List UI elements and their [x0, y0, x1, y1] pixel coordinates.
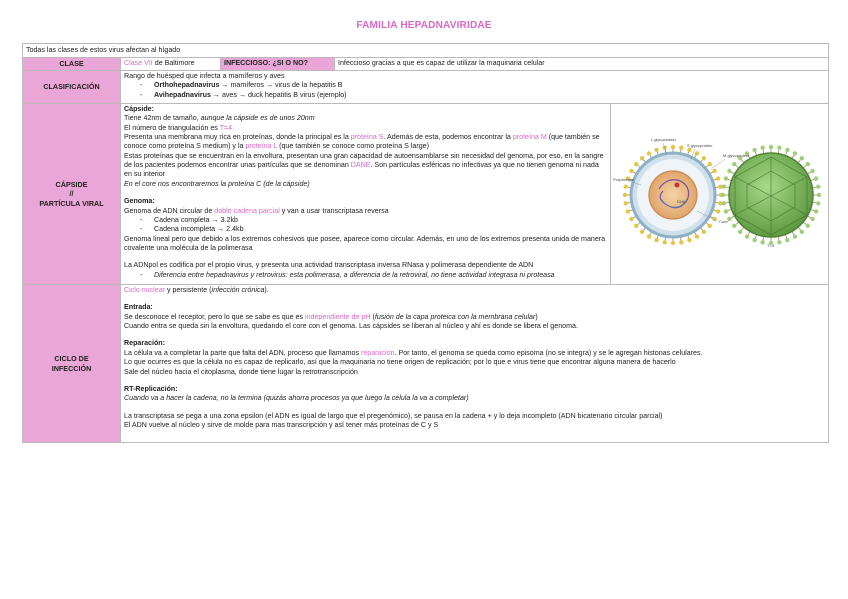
genus-name: Avihepadnavirus — [154, 90, 211, 99]
intro-text: Todas las clases de estos virus afectan al hígado — [23, 44, 829, 58]
glycoprotein-head — [695, 234, 699, 238]
glycoprotein-head — [724, 209, 728, 213]
glycoprotein-head — [687, 148, 691, 152]
capside-label-line: PARTÍCULA VIRAL — [39, 198, 104, 208]
entrada-heading: Entrada: — [124, 303, 153, 312]
glycoprotein-head — [702, 230, 706, 234]
glycoprotein-head — [695, 151, 699, 155]
diagram-label: DNA — [677, 198, 686, 204]
glycoprotein-head — [722, 201, 726, 205]
glycoprotein-head — [814, 176, 818, 180]
ciclo-line: La célula va a completar la parte que falta del ADN, proceso que llamamos reparación. Por tanto, el genoma se queda como episoma (no se integra) y se le agregan histonas celulares. — [124, 348, 703, 357]
glycoprotein-head — [647, 151, 651, 155]
glycoprotein-head — [732, 224, 736, 228]
glycoprotein-head — [634, 162, 638, 166]
glycoprotein-head — [793, 151, 797, 155]
genoma-heading: Genoma: — [124, 197, 155, 206]
virion-diagram-cell — [611, 103, 829, 284]
clase-label: CLASE — [23, 58, 121, 71]
clasificacion-row — [23, 70, 829, 103]
ciclo-line: Cuando va a hacer la cadena, no la termina (quizás ahorra procesos ya que luego la célula la va a completar) — [124, 394, 469, 403]
hepadnaviridae-table — [22, 43, 829, 443]
capside-row — [23, 103, 829, 284]
page-title: FAMILIA HEPADNAVIRIDAE — [356, 20, 492, 31]
intro-row — [23, 44, 829, 58]
virion-diagram — [611, 119, 827, 269]
glycoprotein-head — [806, 162, 810, 166]
glycoprotein-head — [745, 234, 749, 238]
virion-surface — [721, 145, 821, 245]
glycoprotein-head — [647, 234, 651, 238]
glycoprotein-head — [800, 230, 804, 234]
infeccioso-label: INFECCIOSO: ¿SI O NO? — [221, 58, 335, 71]
glycoprotein-head — [800, 156, 804, 160]
clase-row — [23, 58, 829, 71]
glycoprotein-head — [623, 193, 627, 197]
glycoprotein-head — [626, 209, 630, 213]
capside-heading: Cápside: — [124, 104, 154, 113]
ciclo-line: La transcriptasa se pega a una zona epsilon (el ADN es igual de largo que el pregenómico), se pausa en la cadena + y lo deja incompleto (ADN bicatenario circular parcial) — [124, 411, 663, 420]
capside-label-line: // — [69, 189, 74, 199]
glycoprotein-head — [634, 224, 638, 228]
glycoprotein-head — [712, 169, 716, 173]
capside-line: Presenta una membrana muy rica en proteínas, donde la principal es la proteína S. Además de esta, podemos encontrar la proteína M (que también se conoce como proteína S medium) y la proteína L (que también se conoce como proteína S large) — [124, 133, 600, 151]
glycoprotein-head — [785, 148, 789, 152]
clasificacion-list — [124, 81, 825, 100]
clasificacion-intro: Rango de huésped que infecta a mamíferos y aves — [124, 71, 285, 80]
ciclo-line: Sale del núcleo hacia el citoplasma, donde tiene lugar la retrotranscripción — [124, 367, 358, 376]
glycoprotein-head — [752, 238, 756, 242]
glycoprotein-head — [624, 184, 628, 188]
capside-line: En el core nos encontraremos la proteína C (de la cápside) — [124, 179, 310, 188]
glycoprotein-head — [777, 240, 781, 244]
glycoprotein-head — [640, 230, 644, 234]
glycoprotein-head — [752, 148, 756, 152]
glycoprotein-head — [814, 209, 818, 213]
diagram-label: Polymerase — [613, 176, 635, 182]
glycoprotein-head — [654, 148, 658, 152]
glycoprotein-head — [629, 217, 633, 221]
glycoprotein-head — [640, 156, 644, 160]
capside-label-line: CÁPSIDE — [55, 179, 88, 189]
glycoprotein-head — [716, 209, 720, 213]
diagram-label: M glycoprotein — [723, 152, 750, 158]
glycoprotein-head — [679, 240, 683, 244]
rt-heading: RT-Replicación: — [124, 384, 178, 393]
clase-value-highlight: Clase VII — [124, 59, 153, 68]
list-item: - Diferencia entre hepadnavirus y retrovirus: esta polimerasa, a diferencia de la retroviral, no tiene actividad integrasa ni proteasa — [154, 271, 607, 280]
ciclo-content — [121, 285, 829, 443]
glycoprotein-head — [629, 169, 633, 173]
genoma-note-list — [124, 271, 607, 280]
list-item — [154, 81, 825, 90]
glycoprotein-head — [806, 224, 810, 228]
glycoprotein-head — [679, 146, 683, 150]
glycoprotein-head — [708, 162, 712, 166]
list-item — [154, 91, 825, 100]
glycoprotein-head — [687, 238, 691, 242]
glycoprotein-head — [716, 176, 720, 180]
ciclo-line: Cuando entra se queda sin la envoltura, quedando el core con el genoma. Las cápsides se liberan al núcleo y ahí es donde se libera el genoma. — [124, 322, 578, 331]
clasificacion-content — [121, 70, 829, 103]
glycoprotein-head — [760, 146, 764, 150]
ciclo-line: Se desconoce el receptor, pero lo que se sabe es que es independiente de pH (fusión de la capa proteica con la membrana celular) — [124, 312, 538, 321]
glycoprotein-head — [816, 184, 820, 188]
clase-value-rest: de Baltimore — [152, 59, 195, 68]
genoma-line: La ADNpol es codifica por el propio virus, y presenta una actividad transcriptasa inversa RNasa y polimerasa dependiente de ADN — [124, 261, 534, 270]
list-item: - Cadena completa → 3.2kb — [154, 216, 607, 225]
capside-line: Tiene 42nm de tamaño, aunque la cápside es de unos 20nm — [124, 114, 315, 123]
reparacion-heading: Reparación: — [124, 339, 165, 348]
capside-content — [121, 103, 611, 284]
glycoprotein-head — [671, 241, 675, 245]
glycoprotein-head — [817, 193, 821, 197]
glycoprotein-head — [810, 169, 814, 173]
glycoprotein-head — [769, 145, 773, 149]
capside-label — [23, 103, 121, 284]
virion-cross-section — [623, 142, 723, 245]
glycoprotein-head — [671, 145, 675, 149]
ciclo-label-line: INFECCIÓN — [51, 363, 92, 373]
genus-desc: → aves → duck hepatitis B virus (ejemplo) — [210, 90, 347, 99]
glycoprotein-head — [732, 162, 736, 166]
glycoprotein-head — [724, 176, 728, 180]
glycoprotein-head — [727, 217, 731, 221]
capside-line: Estas proteínas que se encuentran en la envoltura, presentan una gran capacidad de autoensamblarse sin necesidad del genoma, por eso, en la sangre de los pacientes podemos encontrar unas partículas que se denominan DANE. Son partículas esféricas no infectivas ya que no tienen genoma ni nada en su interior — [124, 151, 604, 179]
diagram-label: L glycoprotein — [651, 136, 676, 142]
diagram-label: S glycoprotein — [687, 142, 713, 148]
genoma-list — [124, 216, 607, 235]
glycoprotein-head — [810, 217, 814, 221]
glycoprotein-head — [785, 238, 789, 242]
glycoprotein-head — [722, 184, 726, 188]
glycoprotein-head — [721, 193, 725, 197]
infeccioso-value: Infeccioso gracias a que es capaz de utilizar la maquinaria celular — [335, 58, 829, 71]
glycoprotein-head — [793, 234, 797, 238]
clasificacion-label: CLASIFICACIÓN — [23, 70, 121, 103]
glycoprotein-head — [662, 240, 666, 244]
glycoprotein-head — [760, 240, 764, 244]
capside-line: El número de triangulación es T=4 — [124, 123, 233, 132]
glycoprotein-head — [708, 224, 712, 228]
ciclo-row — [23, 285, 829, 443]
glycoprotein-head — [624, 201, 628, 205]
glycoprotein-head — [816, 201, 820, 205]
glycoprotein-head — [738, 230, 742, 234]
glycoprotein-head — [777, 146, 781, 150]
ciclo-label-line: CICLO DE — [54, 354, 89, 364]
ciclo-line: Ciclo nuclear y persistente (infección crónica). — [124, 286, 269, 295]
glycoprotein-head — [702, 156, 706, 160]
ciclo-line: El ADN vuelve al núcleo y sirve de molde para mas transcripción y así tener más proteínas de C y S — [124, 421, 439, 429]
glycoprotein-head — [727, 169, 731, 173]
ciclo-label — [23, 285, 121, 443]
genoma-line: Genoma lineal pero que debido a los extremos cohesivos que posee, aparece como circular. Además, en uno de los extremos presenta unida de manera covalente una molécula de la polimerasa — [124, 234, 606, 252]
diagram-label: Core — [719, 218, 728, 224]
genoma-line: Genoma de ADN circular de doble cadena parcial y van a usar transcriptasa reversa — [124, 206, 389, 215]
ciclo-line: Lo que ocurres es que la célula no es capaz de replicarlo, así que la maquinaria no tiene origen de replicación; por lo que e virus tiene que encontrar alguna manera de hacerlo — [124, 358, 676, 367]
diagram-label: T=4 — [767, 242, 775, 248]
clase-value — [121, 58, 221, 71]
genus-name: Orthohepadnavirus — [154, 81, 220, 90]
list-item: - Cadena incompleta → 2.4kb — [154, 225, 607, 234]
genus-desc: → mamíferos → virus de la hepatitis B — [219, 81, 343, 90]
glycoprotein-head — [654, 238, 658, 242]
